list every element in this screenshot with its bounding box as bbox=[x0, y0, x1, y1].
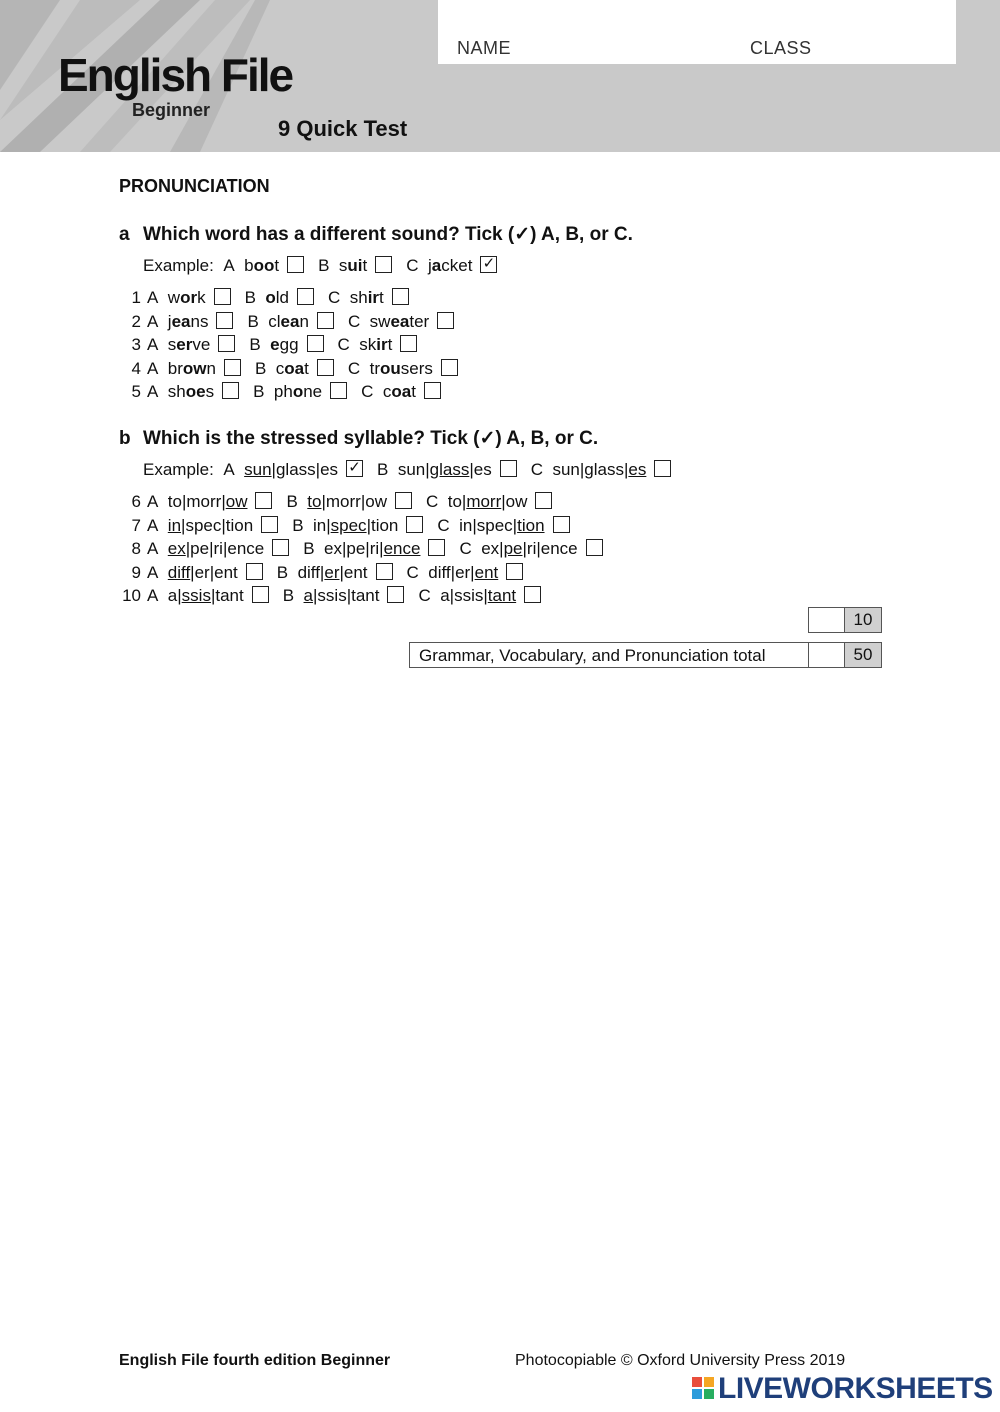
answer-option bbox=[292, 516, 423, 535]
answer-option bbox=[147, 288, 231, 307]
word-part: n bbox=[206, 358, 216, 378]
answer-option bbox=[147, 359, 241, 378]
word-part: j bbox=[167, 311, 172, 331]
option-letter: B bbox=[318, 256, 330, 275]
tick-checkbox[interactable] bbox=[441, 359, 458, 376]
word-part: s bbox=[167, 335, 177, 354]
option-letter: B bbox=[282, 586, 295, 605]
stressed-syllable: ence bbox=[383, 539, 421, 558]
word-part: a|ssis| bbox=[440, 586, 488, 605]
answer-option bbox=[147, 586, 269, 605]
answer-option bbox=[531, 460, 672, 479]
question-row bbox=[119, 359, 472, 379]
tick-checkbox[interactable] bbox=[330, 382, 347, 399]
tick-checkbox[interactable] bbox=[500, 460, 517, 477]
question-row bbox=[119, 539, 617, 559]
word-part: ns bbox=[190, 311, 209, 331]
word-part: gg bbox=[279, 335, 299, 354]
question-row bbox=[119, 563, 537, 583]
word-part: j bbox=[427, 256, 432, 275]
stressed-syllable: tion bbox=[517, 515, 545, 535]
word-part: t bbox=[362, 256, 368, 275]
word-part: a| bbox=[167, 586, 182, 605]
tick-checkbox[interactable] bbox=[424, 382, 441, 399]
example-row bbox=[143, 460, 685, 480]
highlighted-sound: oa bbox=[391, 382, 412, 401]
word-part: |ssis|tant bbox=[313, 586, 380, 605]
footer-edition: English File fourth edition Beginner bbox=[119, 1352, 391, 1369]
tick-checkbox[interactable] bbox=[524, 586, 541, 603]
liveworksheets-logo-icon bbox=[692, 1377, 714, 1399]
highlighted-sound: oe bbox=[185, 382, 206, 401]
option-letter: B bbox=[255, 358, 267, 378]
highlighted-sound: oo bbox=[253, 256, 275, 275]
option-letter: B bbox=[303, 539, 315, 558]
question-row bbox=[119, 335, 431, 355]
highlighted-sound: ea bbox=[390, 311, 410, 331]
tick-checkbox[interactable] bbox=[392, 288, 409, 305]
question-b-instruction bbox=[119, 427, 598, 450]
answer-option bbox=[247, 312, 333, 331]
option-letter: A bbox=[223, 256, 235, 275]
name-class-box bbox=[438, 0, 956, 64]
highlighted-sound: a bbox=[431, 256, 442, 275]
answer-option bbox=[286, 492, 412, 511]
word-part: sun| bbox=[397, 460, 430, 479]
name-label: NAME bbox=[457, 38, 512, 58]
answer-option bbox=[407, 563, 524, 582]
answer-option bbox=[147, 382, 239, 401]
answer-option bbox=[147, 335, 235, 354]
question-row bbox=[119, 312, 468, 332]
instruction-text: Which is the stressed syllable? Tick (✓) A, B, or C. bbox=[143, 428, 599, 449]
section-max-score: 10 bbox=[844, 608, 881, 632]
tick-checkbox[interactable] bbox=[307, 335, 324, 352]
answer-option bbox=[147, 312, 233, 331]
option-letter: C bbox=[347, 358, 361, 378]
option-letter: A bbox=[147, 358, 159, 378]
word-part: t bbox=[379, 288, 384, 307]
question-number: 2 bbox=[131, 311, 141, 331]
highlighted-sound: ou bbox=[380, 358, 401, 378]
word-part: s bbox=[205, 382, 215, 401]
option-letter: A bbox=[147, 335, 159, 354]
tick-checkbox[interactable] bbox=[586, 539, 603, 556]
word-part: ph bbox=[273, 382, 293, 401]
answer-option bbox=[249, 335, 323, 354]
example-label: Example: bbox=[143, 256, 214, 275]
option-letter: C bbox=[418, 586, 431, 605]
option-letter: C bbox=[361, 382, 374, 401]
word-part: n bbox=[299, 311, 309, 331]
option-letter: B bbox=[249, 335, 261, 354]
word-part: |spec|tion bbox=[181, 515, 254, 535]
word-part: cl bbox=[268, 311, 281, 331]
stressed-syllable: spec bbox=[330, 515, 367, 535]
option-letter: B bbox=[276, 562, 289, 582]
tick-checkbox[interactable] bbox=[252, 586, 269, 603]
option-letter: A bbox=[147, 562, 159, 582]
word-part: in| bbox=[312, 515, 331, 535]
option-letter: C bbox=[347, 311, 361, 331]
word-part: t bbox=[304, 358, 309, 378]
highlighted-sound: oa bbox=[284, 358, 305, 378]
word-part: |er|ent bbox=[190, 562, 238, 582]
answer-option bbox=[277, 563, 393, 582]
stressed-syllable: er bbox=[324, 562, 340, 582]
word-part: ex| bbox=[481, 539, 504, 558]
word-part: w bbox=[167, 288, 181, 307]
tick-checkbox[interactable] bbox=[317, 312, 334, 329]
word-part: in|spec| bbox=[459, 515, 518, 535]
total-max-score: 50 bbox=[844, 643, 881, 667]
word-part: |pe|ri|ence bbox=[185, 539, 265, 558]
total-score-field[interactable] bbox=[808, 643, 845, 667]
question-row bbox=[119, 516, 584, 536]
question-letter: a bbox=[119, 224, 130, 245]
option-letter: C bbox=[459, 539, 472, 558]
tick-checkbox[interactable] bbox=[272, 539, 289, 556]
question-number: 1 bbox=[131, 288, 141, 307]
word-part: diff|er| bbox=[428, 562, 475, 582]
question-number: 8 bbox=[131, 539, 141, 558]
word-part: sun|glass| bbox=[552, 460, 629, 479]
instruction-text: Which word has a different sound? Tick (✓) A, B, or C. bbox=[143, 224, 633, 245]
question-row bbox=[119, 586, 555, 606]
word-part: |ent bbox=[339, 562, 368, 582]
highlighted-sound: or bbox=[180, 288, 198, 307]
answer-option bbox=[418, 586, 541, 605]
word-part: t bbox=[411, 382, 416, 401]
option-letter: C bbox=[406, 256, 419, 275]
word-part: br bbox=[167, 358, 183, 378]
answer-option bbox=[147, 539, 289, 558]
word-part: c bbox=[382, 382, 392, 401]
answer-option bbox=[348, 359, 458, 378]
example-label: Example: bbox=[143, 460, 214, 479]
answer-option bbox=[377, 460, 517, 479]
option-letter: A bbox=[147, 311, 159, 331]
option-letter: C bbox=[530, 460, 543, 479]
answer-option bbox=[459, 539, 602, 558]
stressed-syllable: pe bbox=[503, 539, 523, 558]
option-letter: C bbox=[406, 562, 419, 582]
word-part: |glass|es bbox=[271, 460, 339, 479]
option-letter: A bbox=[223, 460, 235, 479]
tick-checkbox[interactable] bbox=[428, 539, 445, 556]
word-part: sh bbox=[167, 382, 186, 401]
word-part: ne bbox=[303, 382, 323, 401]
option-letter: A bbox=[147, 539, 159, 558]
tick-checkbox[interactable] bbox=[224, 359, 241, 376]
option-letter: A bbox=[147, 492, 159, 511]
stressed-syllable: morr bbox=[466, 492, 502, 511]
option-letter: B bbox=[286, 492, 298, 511]
footer-copyright: Photocopiable © Oxford University Press 2019 bbox=[515, 1352, 846, 1369]
word-part: t bbox=[387, 335, 393, 354]
highlighted-sound: ea bbox=[171, 311, 191, 331]
example-row bbox=[143, 256, 511, 276]
tick-checkbox[interactable] bbox=[553, 516, 570, 533]
word-part: sw bbox=[369, 311, 391, 331]
word-part: ex|pe|ri| bbox=[324, 539, 384, 558]
liveworksheets-watermark bbox=[692, 1372, 993, 1406]
word-part: cket bbox=[441, 256, 473, 275]
option-letter: C bbox=[337, 335, 350, 354]
answer-option bbox=[255, 359, 334, 378]
stressed-syllable: ssis bbox=[181, 586, 211, 605]
stressed-syllable: es bbox=[628, 460, 647, 479]
answer-option bbox=[303, 539, 445, 558]
tick-checkbox[interactable] bbox=[400, 335, 417, 352]
stressed-syllable: glass bbox=[429, 460, 470, 479]
total-label: Grammar, Vocabulary, and Pronunciation total bbox=[419, 646, 766, 665]
tick-checkbox[interactable] bbox=[222, 382, 239, 399]
option-letter: B bbox=[253, 382, 265, 401]
highlighted-sound: ow bbox=[182, 358, 207, 378]
tick-checkbox[interactable] bbox=[246, 563, 263, 580]
stressed-syllable: tant bbox=[487, 586, 517, 605]
question-letter: b bbox=[119, 428, 131, 449]
word-part: ter bbox=[409, 311, 430, 331]
highlighted-sound: ea bbox=[280, 311, 300, 331]
answer-option bbox=[283, 586, 405, 605]
word-part: sh bbox=[349, 288, 368, 307]
highlighted-sound: ir bbox=[376, 335, 388, 354]
total-score-box bbox=[409, 642, 882, 668]
word-part: to|morr| bbox=[167, 492, 226, 511]
highlighted-sound: e bbox=[270, 335, 280, 354]
tick-checkbox[interactable] bbox=[406, 516, 423, 533]
highlighted-sound: o bbox=[292, 382, 304, 401]
answer-option bbox=[338, 335, 418, 354]
stressed-syllable: in bbox=[167, 515, 182, 535]
word-part: |tant bbox=[210, 586, 244, 605]
tick-checkbox[interactable] bbox=[437, 312, 454, 329]
brand-logo: English File bbox=[58, 49, 293, 101]
question-number: 5 bbox=[131, 382, 141, 401]
watermark-text: LIVEWORKSHEETS bbox=[718, 1372, 993, 1405]
word-part: k bbox=[197, 288, 206, 307]
stressed-syllable: a bbox=[303, 586, 313, 605]
option-letter: C bbox=[328, 288, 341, 307]
stressed-syllable: to bbox=[307, 492, 322, 511]
tick-checkbox[interactable] bbox=[654, 460, 671, 477]
word-part: c bbox=[275, 358, 285, 378]
question-a-instruction bbox=[119, 223, 633, 246]
option-letter: A bbox=[147, 586, 159, 605]
question-number: 7 bbox=[131, 515, 141, 535]
word-part: |morr|ow bbox=[321, 492, 387, 511]
tick-checkbox[interactable] bbox=[287, 256, 304, 273]
question-number: 4 bbox=[131, 358, 141, 378]
answer-option bbox=[348, 312, 454, 331]
question-row bbox=[119, 288, 423, 308]
tick-checkbox[interactable] bbox=[317, 359, 334, 376]
word-part: s bbox=[338, 256, 348, 275]
tick-checkbox[interactable] bbox=[375, 256, 392, 273]
stressed-syllable: ent bbox=[474, 562, 499, 582]
tick-checkbox[interactable] bbox=[387, 586, 404, 603]
stressed-syllable: ow bbox=[225, 492, 248, 511]
option-letter: A bbox=[147, 288, 159, 307]
question-number: 6 bbox=[131, 492, 141, 511]
word-part: |ow bbox=[501, 492, 528, 511]
word-part: sers bbox=[400, 358, 433, 378]
question-number: 9 bbox=[131, 562, 141, 582]
question-number: 3 bbox=[131, 335, 141, 354]
option-letter: B bbox=[377, 460, 389, 479]
answer-option bbox=[223, 460, 363, 479]
tick-checkbox[interactable] bbox=[535, 492, 552, 509]
option-letter: A bbox=[147, 382, 159, 401]
word-part: ve bbox=[192, 335, 211, 354]
word-part: sk bbox=[359, 335, 377, 354]
answer-option bbox=[223, 256, 304, 275]
question-row bbox=[119, 382, 455, 402]
question-number: 10 bbox=[122, 586, 141, 605]
word-part: to| bbox=[447, 492, 467, 511]
question-row bbox=[119, 492, 566, 512]
word-part: diff| bbox=[297, 562, 325, 582]
word-part: t bbox=[274, 256, 280, 275]
word-part: |tion bbox=[366, 515, 399, 535]
section-score-box bbox=[808, 607, 882, 633]
tick-checkbox[interactable] bbox=[255, 492, 272, 509]
stressed-syllable: sun bbox=[244, 460, 272, 479]
tick-checkbox[interactable] bbox=[218, 335, 235, 352]
option-letter: C bbox=[437, 515, 450, 535]
answer-option bbox=[406, 256, 497, 275]
option-letter: C bbox=[425, 492, 439, 511]
highlighted-sound: o bbox=[265, 288, 276, 307]
tick-checkbox[interactable] bbox=[506, 563, 523, 580]
tick-checkbox[interactable] bbox=[346, 460, 363, 477]
brand-subtitle: Beginner bbox=[132, 100, 211, 120]
answer-option bbox=[245, 288, 314, 307]
stressed-syllable: diff bbox=[167, 562, 191, 582]
tick-checkbox[interactable] bbox=[261, 516, 278, 533]
highlighted-sound: ir bbox=[367, 288, 380, 307]
class-label: CLASS bbox=[750, 38, 812, 58]
tick-checkbox[interactable] bbox=[395, 492, 412, 509]
page-header bbox=[0, 0, 1000, 152]
option-letter: B bbox=[292, 515, 304, 535]
highlighted-sound: ui bbox=[347, 256, 363, 275]
highlighted-sound: er bbox=[176, 335, 193, 354]
option-letter: B bbox=[247, 311, 259, 331]
tick-checkbox[interactable] bbox=[376, 563, 393, 580]
word-part: b bbox=[244, 256, 254, 275]
word-part: tr bbox=[369, 358, 380, 378]
word-part: ld bbox=[275, 288, 289, 307]
answer-option bbox=[147, 516, 278, 535]
page-title: 9 Quick Test bbox=[278, 116, 408, 141]
option-letter: A bbox=[147, 515, 159, 535]
tick-checkbox[interactable] bbox=[297, 288, 314, 305]
option-letter: B bbox=[244, 288, 256, 307]
tick-checkbox[interactable] bbox=[480, 256, 497, 273]
word-part: |es bbox=[469, 460, 492, 479]
answer-option bbox=[426, 492, 552, 511]
answer-option bbox=[147, 563, 263, 582]
tick-checkbox[interactable] bbox=[214, 288, 231, 305]
answer-option bbox=[361, 382, 441, 401]
answer-option bbox=[437, 516, 569, 535]
tick-checkbox[interactable] bbox=[216, 312, 233, 329]
stressed-syllable: ex bbox=[167, 539, 186, 558]
answer-option bbox=[147, 492, 272, 511]
answer-option bbox=[253, 382, 347, 401]
answer-option bbox=[318, 256, 392, 275]
answer-option bbox=[328, 288, 409, 307]
word-part: |ri|ence bbox=[522, 539, 578, 558]
section-title: PRONUNCIATION bbox=[119, 176, 270, 196]
